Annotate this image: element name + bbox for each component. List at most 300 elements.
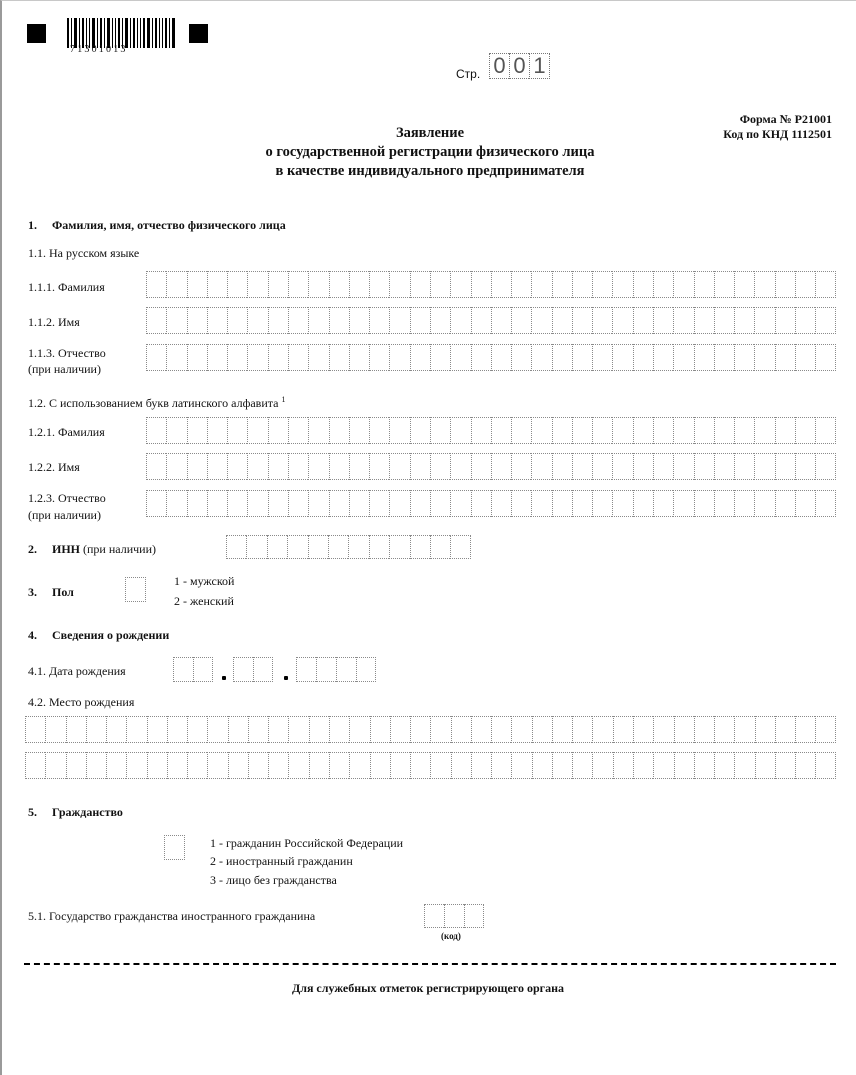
- input-cell[interactable]: [795, 453, 815, 480]
- input-cell[interactable]: [308, 417, 328, 444]
- input-cell[interactable]: [308, 453, 328, 480]
- patronymic-ru-cells[interactable]: [146, 344, 836, 371]
- input-cell[interactable]: [268, 716, 288, 743]
- input-cell[interactable]: [187, 752, 207, 779]
- input-cell[interactable]: [511, 307, 531, 334]
- input-cell[interactable]: [430, 716, 450, 743]
- input-cell[interactable]: [268, 344, 288, 371]
- input-cell[interactable]: [410, 535, 430, 559]
- input-cell[interactable]: [633, 417, 653, 444]
- input-cell[interactable]: [572, 490, 592, 517]
- input-cell[interactable]: [653, 307, 673, 334]
- input-cell[interactable]: [471, 490, 491, 517]
- input-cell[interactable]: [247, 344, 267, 371]
- input-cell[interactable]: [754, 453, 774, 480]
- input-cell[interactable]: [694, 307, 714, 334]
- input-cell[interactable]: [471, 752, 491, 779]
- input-cell[interactable]: [775, 417, 795, 444]
- input-cell[interactable]: [471, 307, 491, 334]
- input-cell[interactable]: [572, 307, 592, 334]
- input-cell[interactable]: [714, 716, 734, 743]
- input-cell[interactable]: [389, 535, 409, 559]
- input-cell[interactable]: [308, 307, 328, 334]
- input-cell[interactable]: [166, 417, 186, 444]
- input-cell[interactable]: [694, 453, 714, 480]
- input-cell[interactable]: [795, 417, 815, 444]
- input-cell[interactable]: [592, 490, 612, 517]
- country-code-cells[interactable]: [424, 904, 484, 928]
- input-cell[interactable]: [653, 271, 673, 298]
- input-cell[interactable]: [349, 344, 369, 371]
- input-cell[interactable]: [795, 490, 815, 517]
- input-cell[interactable]: [694, 344, 714, 371]
- input-cell[interactable]: [247, 490, 267, 517]
- input-cell[interactable]: [66, 752, 86, 779]
- input-cell[interactable]: [633, 490, 653, 517]
- input-cell[interactable]: [653, 344, 673, 371]
- input-cell[interactable]: [734, 417, 754, 444]
- input-cell[interactable]: [288, 453, 308, 480]
- input-cell[interactable]: [451, 752, 471, 779]
- input-cell[interactable]: [471, 453, 491, 480]
- input-cell[interactable]: [207, 716, 227, 743]
- input-cell[interactable]: [308, 271, 328, 298]
- input-cell[interactable]: [694, 490, 714, 517]
- input-cell[interactable]: [146, 344, 166, 371]
- inn-cells[interactable]: [226, 535, 471, 559]
- input-cell[interactable]: [694, 716, 714, 743]
- input-cell[interactable]: [25, 752, 45, 779]
- input-cell[interactable]: [410, 417, 430, 444]
- input-cell[interactable]: [653, 453, 673, 480]
- input-cell[interactable]: [329, 490, 349, 517]
- input-cell[interactable]: [450, 453, 470, 480]
- input-cell[interactable]: [795, 716, 815, 743]
- input-cell[interactable]: [187, 271, 207, 298]
- input-cell[interactable]: [714, 271, 734, 298]
- input-cell[interactable]: [227, 453, 247, 480]
- input-cell[interactable]: [552, 307, 572, 334]
- input-cell[interactable]: [673, 417, 693, 444]
- input-cell[interactable]: [612, 344, 632, 371]
- input-cell[interactable]: [754, 344, 774, 371]
- input-cell[interactable]: [673, 271, 693, 298]
- input-cell[interactable]: [288, 344, 308, 371]
- input-cell[interactable]: [167, 716, 187, 743]
- input-cell[interactable]: [45, 752, 65, 779]
- input-cell[interactable]: [430, 752, 450, 779]
- input-cell[interactable]: [511, 417, 531, 444]
- input-cell[interactable]: [612, 307, 632, 334]
- input-cell[interactable]: [511, 344, 531, 371]
- input-cell[interactable]: [633, 716, 653, 743]
- input-cell[interactable]: [410, 490, 430, 517]
- input-cell[interactable]: [247, 417, 267, 444]
- input-cell[interactable]: [471, 344, 491, 371]
- input-cell[interactable]: [714, 307, 734, 334]
- input-cell[interactable]: [166, 271, 186, 298]
- firstname-lat-cells[interactable]: [146, 453, 836, 480]
- input-cell[interactable]: [166, 490, 186, 517]
- input-cell[interactable]: [633, 271, 653, 298]
- input-cell[interactable]: [552, 716, 572, 743]
- input-cell[interactable]: [592, 271, 612, 298]
- input-cell[interactable]: [348, 535, 368, 559]
- input-cell[interactable]: [207, 307, 227, 334]
- input-cell[interactable]: [296, 657, 316, 682]
- input-cell[interactable]: [86, 752, 106, 779]
- input-cell[interactable]: [187, 344, 207, 371]
- input-cell[interactable]: [491, 716, 511, 743]
- input-cell[interactable]: [552, 417, 572, 444]
- input-cell[interactable]: [369, 307, 389, 334]
- input-cell[interactable]: [592, 453, 612, 480]
- input-cell[interactable]: [815, 307, 835, 334]
- input-cell[interactable]: [430, 417, 450, 444]
- input-cell[interactable]: [450, 490, 470, 517]
- input-cell[interactable]: [369, 490, 389, 517]
- input-cell[interactable]: [369, 271, 389, 298]
- input-cell[interactable]: [775, 752, 795, 779]
- input-cell[interactable]: [349, 716, 369, 743]
- input-cell[interactable]: [268, 307, 288, 334]
- input-cell[interactable]: [592, 752, 612, 779]
- input-cell[interactable]: [552, 271, 572, 298]
- input-cell[interactable]: [592, 307, 612, 334]
- input-cell[interactable]: [775, 344, 795, 371]
- input-cell[interactable]: [247, 453, 267, 480]
- input-cell[interactable]: [734, 344, 754, 371]
- input-cell[interactable]: [775, 453, 795, 480]
- input-cell[interactable]: [126, 752, 146, 779]
- input-cell[interactable]: [754, 490, 774, 517]
- input-cell[interactable]: [775, 307, 795, 334]
- input-cell[interactable]: [173, 657, 193, 682]
- input-cell[interactable]: [612, 271, 632, 298]
- input-cell[interactable]: [734, 307, 754, 334]
- input-cell[interactable]: [633, 307, 653, 334]
- input-cell[interactable]: [309, 752, 329, 779]
- input-cell[interactable]: [207, 417, 227, 444]
- input-cell[interactable]: [511, 752, 531, 779]
- input-cell[interactable]: [288, 417, 308, 444]
- input-cell[interactable]: [253, 657, 273, 682]
- input-cell[interactable]: [308, 344, 328, 371]
- input-cell[interactable]: [673, 453, 693, 480]
- input-cell[interactable]: [369, 344, 389, 371]
- input-cell[interactable]: [815, 752, 835, 779]
- input-cell[interactable]: [187, 417, 207, 444]
- input-cell[interactable]: [329, 752, 349, 779]
- input-cell[interactable]: [390, 716, 410, 743]
- input-cell[interactable]: [389, 344, 409, 371]
- input-cell[interactable]: [612, 417, 632, 444]
- input-cell[interactable]: [532, 716, 552, 743]
- input-cell[interactable]: [815, 417, 835, 444]
- input-cell[interactable]: [207, 490, 227, 517]
- input-cell[interactable]: [369, 453, 389, 480]
- gender-cell[interactable]: [125, 577, 146, 602]
- input-cell[interactable]: [66, 716, 86, 743]
- input-cell[interactable]: [450, 344, 470, 371]
- input-cell[interactable]: [450, 307, 470, 334]
- input-cell[interactable]: [410, 307, 430, 334]
- input-cell[interactable]: [389, 490, 409, 517]
- input-cell[interactable]: [349, 752, 369, 779]
- input-cell[interactable]: [329, 307, 349, 334]
- input-cell[interactable]: [511, 271, 531, 298]
- input-cell[interactable]: [389, 417, 409, 444]
- input-cell[interactable]: [815, 716, 835, 743]
- input-cell[interactable]: [531, 344, 551, 371]
- input-cell[interactable]: [775, 716, 795, 743]
- input-cell[interactable]: [166, 307, 186, 334]
- input-cell[interactable]: [532, 752, 552, 779]
- input-cell[interactable]: [369, 417, 389, 444]
- input-cell[interactable]: [694, 271, 714, 298]
- input-cell[interactable]: [694, 417, 714, 444]
- input-cell[interactable]: [193, 657, 213, 682]
- input-cell[interactable]: [592, 716, 612, 743]
- input-cell[interactable]: [349, 490, 369, 517]
- input-cell[interactable]: [288, 307, 308, 334]
- input-cell[interactable]: [815, 271, 835, 298]
- input-cell[interactable]: [146, 307, 166, 334]
- input-cell[interactable]: [86, 716, 106, 743]
- input-cell[interactable]: [572, 344, 592, 371]
- input-cell[interactable]: [349, 271, 369, 298]
- input-cell[interactable]: [464, 904, 484, 928]
- input-cell[interactable]: [795, 271, 815, 298]
- input-cell[interactable]: [228, 716, 248, 743]
- input-cell[interactable]: [25, 716, 45, 743]
- input-cell[interactable]: [328, 535, 348, 559]
- input-cell[interactable]: [674, 716, 694, 743]
- input-cell[interactable]: [694, 752, 714, 779]
- input-cell[interactable]: [734, 716, 754, 743]
- input-cell[interactable]: [592, 344, 612, 371]
- birth-year-cells[interactable]: [296, 657, 376, 682]
- input-cell[interactable]: [491, 453, 511, 480]
- birth-month-cells[interactable]: [233, 657, 273, 682]
- input-cell[interactable]: [714, 752, 734, 779]
- input-cell[interactable]: [227, 417, 247, 444]
- input-cell[interactable]: [612, 490, 632, 517]
- input-cell[interactable]: [450, 535, 470, 559]
- input-cell[interactable]: [572, 271, 592, 298]
- input-cell[interactable]: [410, 453, 430, 480]
- input-cell[interactable]: [714, 453, 734, 480]
- input-cell[interactable]: [164, 835, 185, 860]
- input-cell[interactable]: [430, 344, 450, 371]
- input-cell[interactable]: [633, 752, 653, 779]
- input-cell[interactable]: [227, 307, 247, 334]
- input-cell[interactable]: [268, 271, 288, 298]
- input-cell[interactable]: [349, 307, 369, 334]
- input-cell[interactable]: [714, 417, 734, 444]
- input-cell[interactable]: [370, 752, 390, 779]
- input-cell[interactable]: [207, 344, 227, 371]
- input-cell[interactable]: [531, 417, 551, 444]
- input-cell[interactable]: [248, 752, 268, 779]
- input-cell[interactable]: [207, 453, 227, 480]
- input-cell[interactable]: [613, 716, 633, 743]
- input-cell[interactable]: [308, 535, 328, 559]
- patronymic-lat-cells[interactable]: [146, 490, 836, 517]
- input-cell[interactable]: [349, 453, 369, 480]
- input-cell[interactable]: [410, 716, 430, 743]
- input-cell[interactable]: [248, 716, 268, 743]
- input-cell[interactable]: [268, 490, 288, 517]
- input-cell[interactable]: [246, 535, 266, 559]
- input-cell[interactable]: [755, 716, 775, 743]
- input-cell[interactable]: [336, 657, 356, 682]
- input-cell[interactable]: [552, 453, 572, 480]
- input-cell[interactable]: [531, 271, 551, 298]
- input-cell[interactable]: [572, 716, 592, 743]
- input-cell[interactable]: [430, 307, 450, 334]
- input-cell[interactable]: [267, 535, 287, 559]
- firstname-ru-cells[interactable]: [146, 307, 836, 334]
- input-cell[interactable]: [233, 657, 253, 682]
- birth-place-cells-2[interactable]: [25, 752, 836, 779]
- lastname-ru-cells[interactable]: [146, 271, 836, 298]
- input-cell[interactable]: [329, 417, 349, 444]
- input-cell[interactable]: [491, 417, 511, 444]
- input-cell[interactable]: [613, 752, 633, 779]
- input-cell[interactable]: [815, 490, 835, 517]
- input-cell[interactable]: [329, 453, 349, 480]
- input-cell[interactable]: [207, 271, 227, 298]
- input-cell[interactable]: [166, 344, 186, 371]
- input-cell[interactable]: [187, 307, 207, 334]
- input-cell[interactable]: [349, 417, 369, 444]
- input-cell[interactable]: [815, 344, 835, 371]
- input-cell[interactable]: [491, 490, 511, 517]
- input-cell[interactable]: [410, 344, 430, 371]
- input-cell[interactable]: [795, 307, 815, 334]
- lastname-lat-cells[interactable]: [146, 417, 836, 444]
- input-cell[interactable]: [491, 344, 511, 371]
- input-cell[interactable]: [653, 490, 673, 517]
- input-cell[interactable]: [370, 716, 390, 743]
- input-cell[interactable]: [572, 453, 592, 480]
- input-cell[interactable]: [531, 490, 551, 517]
- input-cell[interactable]: [612, 453, 632, 480]
- input-cell[interactable]: [471, 716, 491, 743]
- input-cell[interactable]: [329, 344, 349, 371]
- input-cell[interactable]: [531, 307, 551, 334]
- input-cell[interactable]: [288, 752, 308, 779]
- input-cell[interactable]: [714, 344, 734, 371]
- input-cell[interactable]: [450, 271, 470, 298]
- input-cell[interactable]: [815, 453, 835, 480]
- input-cell[interactable]: [187, 490, 207, 517]
- input-cell[interactable]: [309, 716, 329, 743]
- input-cell[interactable]: [795, 752, 815, 779]
- input-cell[interactable]: [227, 344, 247, 371]
- input-cell[interactable]: [531, 453, 551, 480]
- input-cell[interactable]: [106, 716, 126, 743]
- input-cell[interactable]: [511, 453, 531, 480]
- input-cell[interactable]: [356, 657, 376, 682]
- birth-day-cells[interactable]: [173, 657, 213, 682]
- input-cell[interactable]: [444, 904, 464, 928]
- input-cell[interactable]: [592, 417, 612, 444]
- input-cell[interactable]: [227, 490, 247, 517]
- citizenship-cell[interactable]: [164, 835, 185, 860]
- input-cell[interactable]: [795, 344, 815, 371]
- input-cell[interactable]: [167, 752, 187, 779]
- input-cell[interactable]: [430, 453, 450, 480]
- input-cell[interactable]: [147, 752, 167, 779]
- input-cell[interactable]: [653, 752, 673, 779]
- input-cell[interactable]: [653, 716, 673, 743]
- input-cell[interactable]: [147, 716, 167, 743]
- input-cell[interactable]: [754, 307, 774, 334]
- input-cell[interactable]: [633, 344, 653, 371]
- input-cell[interactable]: [288, 271, 308, 298]
- input-cell[interactable]: [187, 716, 207, 743]
- input-cell[interactable]: [633, 453, 653, 480]
- input-cell[interactable]: [106, 752, 126, 779]
- input-cell[interactable]: [673, 307, 693, 334]
- input-cell[interactable]: [491, 271, 511, 298]
- input-cell[interactable]: [552, 752, 572, 779]
- input-cell[interactable]: [228, 752, 248, 779]
- input-cell[interactable]: [450, 417, 470, 444]
- input-cell[interactable]: [389, 453, 409, 480]
- input-cell[interactable]: [673, 344, 693, 371]
- input-cell[interactable]: [734, 490, 754, 517]
- input-cell[interactable]: [451, 716, 471, 743]
- input-cell[interactable]: [166, 453, 186, 480]
- input-cell[interactable]: [390, 752, 410, 779]
- input-cell[interactable]: [389, 307, 409, 334]
- input-cell[interactable]: [329, 271, 349, 298]
- birth-place-cells-1[interactable]: [25, 716, 836, 743]
- input-cell[interactable]: [775, 490, 795, 517]
- input-cell[interactable]: [146, 271, 166, 298]
- input-cell[interactable]: [471, 271, 491, 298]
- input-cell[interactable]: [424, 904, 444, 928]
- input-cell[interactable]: [511, 716, 531, 743]
- input-cell[interactable]: [714, 490, 734, 517]
- input-cell[interactable]: [430, 490, 450, 517]
- input-cell[interactable]: [491, 752, 511, 779]
- input-cell[interactable]: [287, 535, 307, 559]
- input-cell[interactable]: [572, 417, 592, 444]
- input-cell[interactable]: [187, 453, 207, 480]
- input-cell[interactable]: [316, 657, 336, 682]
- input-cell[interactable]: [491, 307, 511, 334]
- input-cell[interactable]: [775, 271, 795, 298]
- input-cell[interactable]: [207, 752, 227, 779]
- input-cell[interactable]: [734, 752, 754, 779]
- input-cell[interactable]: [430, 271, 450, 298]
- input-cell[interactable]: [430, 535, 450, 559]
- input-cell[interactable]: [329, 716, 349, 743]
- input-cell[interactable]: [734, 271, 754, 298]
- input-cell[interactable]: [552, 490, 572, 517]
- input-cell[interactable]: [572, 752, 592, 779]
- input-cell[interactable]: [389, 271, 409, 298]
- input-cell[interactable]: [754, 417, 774, 444]
- input-cell[interactable]: [552, 344, 572, 371]
- input-cell[interactable]: [146, 417, 166, 444]
- input-cell[interactable]: [410, 271, 430, 298]
- input-cell[interactable]: [369, 535, 389, 559]
